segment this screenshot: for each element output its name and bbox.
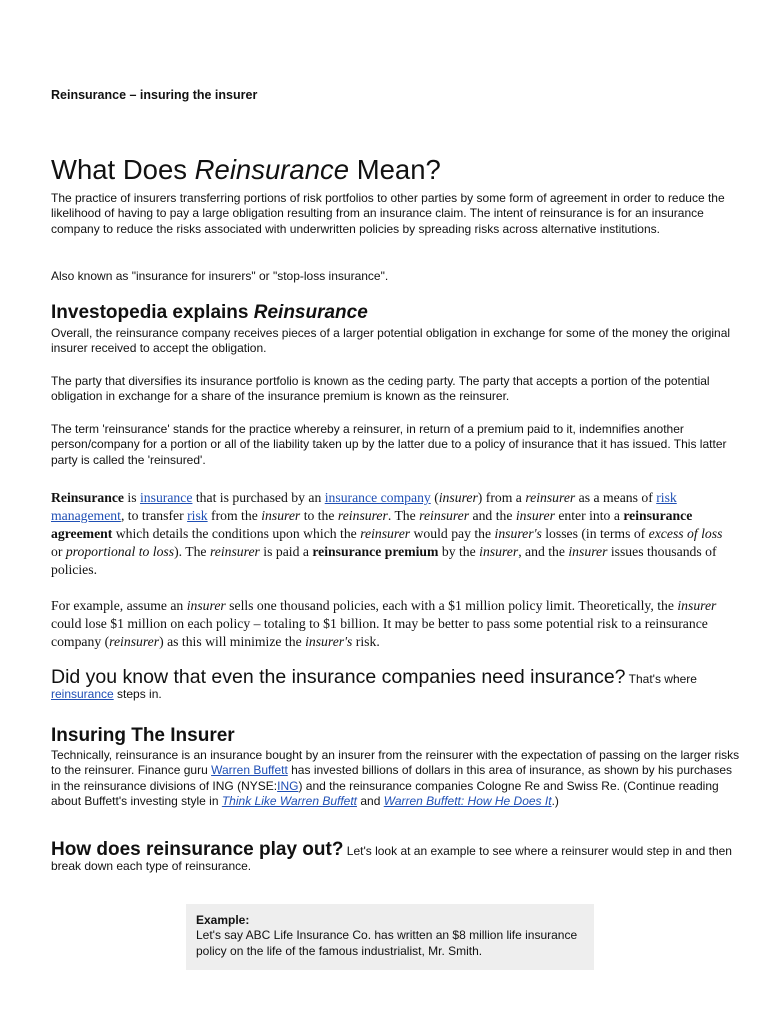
example-paragraph [51, 597, 731, 651]
text-run: losses (in terms of [541, 526, 649, 541]
example-box-title: Example: [196, 913, 250, 927]
italic-term: insurer [677, 598, 717, 613]
text-run: ) from a [477, 490, 526, 505]
how-does-heading: How does reinsurance play out? [51, 839, 344, 860]
bold-term: Reinsurance [51, 490, 124, 505]
explains-emphasis: Reinsurance [253, 302, 368, 323]
term-paragraph: The term 'reinsurance' stands for the practice whereby a reinsurer, in return of a premium paid to it, indemnifies another person/company for a portion or all of the liability taken up by the latter due to a policy of insurance that it has issued. This latter party is called the 'reinsured'. [51, 422, 727, 467]
text-run: .) [551, 794, 559, 809]
reinsurance-link: reinsurance [51, 687, 114, 702]
text-run: That's where [625, 672, 697, 686]
insurance-company-link: insurance company [324, 490, 431, 505]
text-run: risk. [352, 634, 380, 649]
italic-term: reinsurer [337, 508, 388, 523]
italic-term: insurer [438, 490, 478, 505]
text-run: ). The [174, 544, 210, 559]
warren-buffett-link: Warren Buffett [211, 763, 288, 778]
document-title: Reinsurance – insuring the insurer [51, 88, 258, 102]
technically-paragraph [51, 748, 741, 810]
explains-heading [51, 302, 368, 324]
italic-term: insurer [261, 508, 301, 523]
text-run: For example, assume an [51, 598, 187, 613]
text-run: as a means of [575, 490, 657, 505]
did-you-know-heading: Did you know that even the insurance companies need insurance? [51, 666, 626, 688]
text-run: is [124, 490, 140, 505]
text-run: ) as this will minimize the [159, 634, 306, 649]
how-he-does-it-link: Warren Buffett: How He Does It [383, 794, 552, 809]
text-run: to the [300, 508, 338, 523]
italic-term: reinsurer [109, 634, 160, 649]
text-run: issues thousands of policies. [51, 544, 717, 577]
how-does-paragraph [51, 839, 741, 875]
text-run: and the [469, 508, 516, 523]
text-run: steps in. [113, 687, 162, 702]
heading-text-end: Mean? [349, 154, 441, 185]
example-box [186, 904, 594, 970]
wiki-definition-paragraph [51, 489, 731, 579]
italic-term: reinsurer [209, 544, 260, 559]
text-run: sells one thousand policies, each with a $1 million policy limit. Theoretically, the [225, 598, 678, 613]
italic-term: insurer [186, 598, 226, 613]
also-known-as-paragraph: Also known as "insurance for insurers" or "stop-loss insurance". [51, 269, 389, 283]
risk-management-link: risk management [51, 490, 677, 523]
example-box-body: Let's say ABC Life Insurance Co. has written an $8 million life insurance policy on the life of the famous industrialist, Mr. Smith. [196, 928, 578, 958]
heading-emphasis: Reinsurance [194, 154, 350, 185]
italic-term: insurer's [494, 526, 542, 541]
text-run: , to transfer [120, 508, 188, 523]
ing-link: ING [277, 778, 299, 793]
risk-link: risk [187, 508, 208, 523]
text-run: , and the [518, 544, 569, 559]
text-run: and [357, 794, 384, 809]
definition-paragraph: The practice of insurers transferring portions of risk portfolios to other parties by some form of agreement in order to reduce the likelihood of having to pay a large obligation resulting from an insurance claim. The intent of reinsurance is for an insurance company to reduce the risks associated with underwritten policies by spreading risks across alternative institutions. [51, 191, 725, 236]
italic-term: reinsurer [360, 526, 411, 541]
text-run: ( [430, 490, 439, 505]
text-run: is paid a [259, 544, 313, 559]
overall-paragraph: Overall, the reinsurance company receives pieces of a larger potential obligation in exchange for some of the money the original insurer received to accept the obligation. [51, 326, 731, 356]
text-run: enter into a [554, 508, 624, 523]
italic-term: insurer [568, 544, 608, 559]
bold-term: reinsurance premium [312, 544, 439, 559]
text-run: by the [438, 544, 480, 559]
text-run: that is purchased by an [192, 490, 325, 505]
ceding-party-paragraph: The party that diversifies its insurance portfolio is known as the ceding party. The party that accepts a portion of the potential obligation in exchange for a share of the insurance premium is known as the reinsurer. [51, 374, 710, 404]
italic-term: excess of loss [648, 526, 723, 541]
italic-term: insurer [515, 508, 555, 523]
text-run: or [51, 544, 66, 559]
italic-term: insurer's [305, 634, 353, 649]
text-run: ) and the reinsurance companies Cologne Re and Swiss Re. (Continue reading about Buffett's investing style in [51, 778, 719, 809]
text-run: from the [207, 508, 262, 523]
insuring-heading: Insuring The Insurer [51, 725, 235, 746]
insurance-link: insurance [139, 490, 193, 505]
explains-text: Investopedia explains [51, 302, 254, 323]
think-like-buffett-link: Think Like Warren Buffett [221, 794, 358, 809]
text-run: Technically, reinsurance is an insurance bought by an insurer from the reinsurer with the expectation of passing on the larger risks to the reinsurer. Finance guru [51, 748, 740, 778]
bold-term: reinsurance agreement [51, 508, 693, 541]
italic-term: proportional to loss [65, 544, 175, 559]
page-heading [51, 154, 441, 186]
italic-term: reinsurer [525, 490, 576, 505]
italic-term: reinsurer [419, 508, 470, 523]
text-run: . The [387, 508, 420, 523]
text-run: has invested billions of dollars in this area of insurance, as shown by his purchases in the reinsurance divisions of ING (NYSE: [51, 763, 733, 793]
heading-text: What Does [51, 154, 195, 185]
italic-term: insurer [479, 544, 519, 559]
did-you-know-paragraph [51, 666, 741, 703]
text-run: could lose $1 million on each policy – totaling to $1 billion. It may be better to pass some potential risk to a reinsurance company ( [51, 616, 708, 649]
text-run: Let's look at an example to see where a reinsurer would step in and then break down each type of reinsurance. [51, 844, 732, 874]
text-run: would pay the [410, 526, 495, 541]
text-run: which details the conditions upon which the [112, 526, 361, 541]
